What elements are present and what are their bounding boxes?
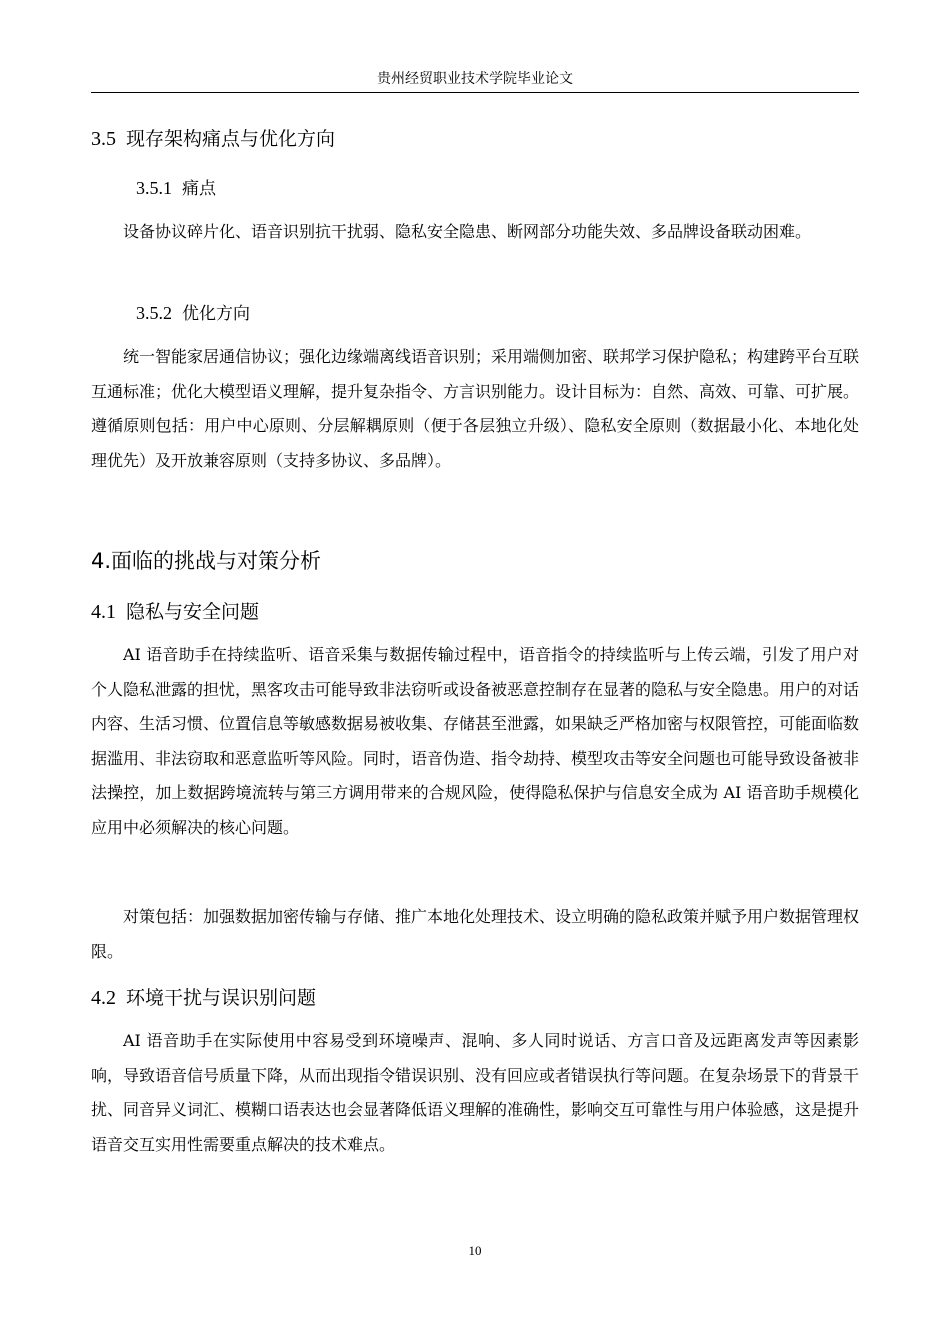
section-title: 环境干扰与误识别问题 [126,987,317,1009]
header-title: 贵州经贸职业技术学院毕业论文 [377,71,573,87]
section-4-2-heading [91,983,316,1012]
section-3-5-2-heading [136,300,250,327]
section-number: 4.2 [91,987,116,1009]
paragraph-privacy-security: AI 语音助手在持续监听、语音采集与数据传输过程中，语音指令的持续监听与上传云端，引发了用户对个人隐私泄露的担忧，黑客攻击可能导致非法窃听或设备被恶意控制存在显著的隐私与安全隐患。用户的对话内容、生活习惯、位置信息等敏感数据易被收集、存储甚至泄露，如果缺乏严格加密与权限管控，可能面临数据滥用、非法窃取和恶意监听等风险。同时，语音伪造、指令劫持、模型攻击等安全问题也可能导致设备被非法操控，加上数据跨境流转与第三方调用带来的合规风险，使得隐私保护与信息安全成为 AI 语音助手规模化应用中必须解决的核心问题。 [91,645,860,837]
paragraph-countermeasures: 对策包括：加强数据加密传输与存储、推广本地化处理技术、设立明确的隐私政策并赋予用户数据管理权限。 [91,907,860,961]
section-title: 优化方向 [182,304,250,324]
paragraph-optimization: 统一智能家居通信协议；强化边缘端离线语音识别；采用端侧加密、联邦学习保护隐私；构建跨平台互联互通标准；优化大模型语义理解，提升复杂指令、方言识别能力。设计目标为：自然、高效、可靠、可扩展。遵循原则包括：用户中心原则、分层解耦原则（便于各层独立升级）、隐私安全原则（数据最小化、本地化处理优先）及开放兼容原则（支持多协议、多品牌）。 [91,347,860,470]
chapter-4-heading: 4.面临的挑战与对策分析 [91,549,322,573]
paragraph-pain-points: 设备协议碎片化、语音识别抗干扰弱、隐私安全隐患、断网部分功能失效、多品牌设备联动困难。 [123,222,812,241]
section-title: 现存架构痛点与优化方向 [126,128,336,150]
page-number: 10 [468,1243,482,1258]
section-4-1-heading [91,597,259,626]
section-3-5-heading [91,124,335,153]
paragraph-interference: AI 语音助手在实际使用中容易受到环境噪声、混响、多人同时说话、方言口音及远距离发声等因素影响，导致语音信号质量下降，从而出现指令错误识别、没有回应或者错误执行等问题。在复杂场景下的背景干扰、同音异义词汇、模糊口语表达也会显著降低语义理解的准确性，影响交互可靠性与用户体验感，这是提升语音交互实用性需要重点解决的技术难点。 [91,1031,860,1154]
section-number: 4.1 [91,601,116,623]
section-title: 隐私与安全问题 [126,601,260,623]
section-number: 3.5 [91,128,116,150]
section-number: 3.5.1 [136,178,172,198]
page-header [91,66,859,93]
section-number: 3.5.2 [136,303,172,323]
section-title: 痛点 [182,179,216,199]
section-3-5-1-heading [136,175,216,202]
